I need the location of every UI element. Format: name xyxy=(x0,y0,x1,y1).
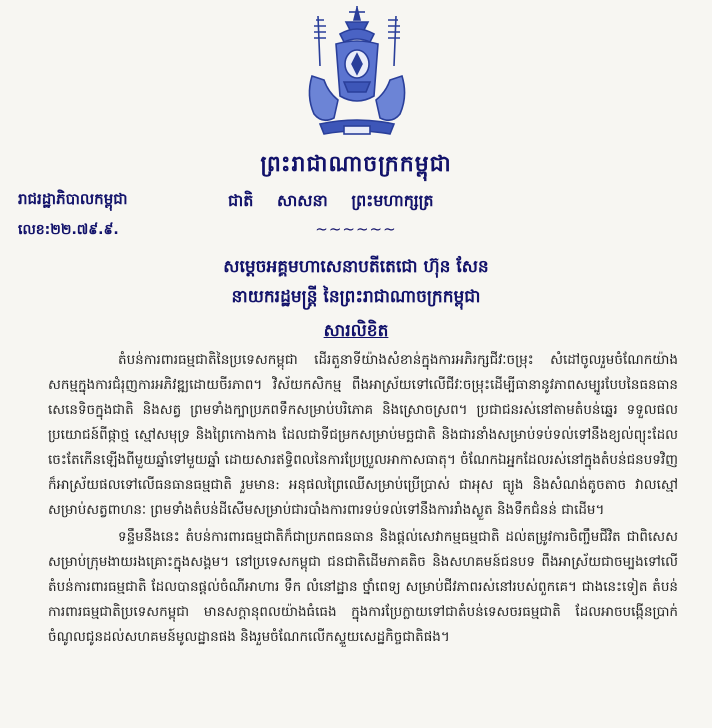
royal-coat-of-arms-icon xyxy=(300,6,414,142)
letter-body xyxy=(48,348,678,650)
kingdom-title: ព្រះរាជាណាចក្រកម្ពុជា xyxy=(260,151,452,177)
ornamental-divider: ~~~~~~ xyxy=(315,220,397,238)
national-motto: ជាតិ សាសនា ព្រះមហាក្សត្រ xyxy=(228,191,434,210)
sender-name: សម្តេចអគ្គមហាសេនាបតីតេជោ ហ៊ុន សែន xyxy=(223,257,489,277)
body-paragraph: ទន្ទឹមនឹងនេះ តំបន់ការពារធម្មជាតិក៏ជាប្រភពធនធាន និងផ្តល់សេវាកម្មធម្មជាតិ ដល់តម្រូវការចិញ្ចឹមជីវិត ជាពិសេសសម្រាប់ក្រុមងាយរងគ្រោះក្នុងសង្គម។ នៅប្រទេសកម្ពុជា ជនជាតិដើមភាគតិច និងសហគមន៍ជនបទ ពឹងអាស្រ័យជាចម្បងទៅលើតំបន់ការពារធម្មជាតិ ដែលបានផ្តល់ចំណីអាហារ ទឹក លំនៅដ្ឋាន ថ្នាំពេទ្យ សម្រាប់ជីវភាពរស់នៅរបស់ពួកគេ។ ជាងនេះទៀត តំបន់ការពារធម្មជាតិប្រទេសកម្ពុជា មានសក្តានុពលយ៉ាងធំធេង ក្នុងការប្រែក្លាយទៅជាតំបន់ទេសចរធម្មជាតិ ដែលអាចបង្កើនប្រាក់ចំណូលជូនដល់សហគមន៍មូលដ្ឋានផង និងរួមចំណែកលើកស្ទួយសេដ្ឋកិច្ចជាតិផង។ xyxy=(48,529,678,645)
sender-title: នាយករដ្ឋមន្ត្រី នៃព្រះរាជាណាចក្រកម្ពុជា xyxy=(231,287,481,307)
document-type-heading: សារលិខិត xyxy=(323,321,389,341)
body-paragraph: តំបន់ការពារធម្មជាតិនៃប្រទេសកម្ពុជា ដើរតួនាទីយ៉ាងសំខាន់ក្នុងការអភិរក្សជីវៈចម្រុះ សំដៅចូលរួមចំណែកយ៉ាងសកម្មក្នុងការជំរុញការអភិវឌ្ឍដោយចីរភាព។ វិស័យកសិកម្ម ពឹងអាស្រ័យទៅលើជីវៈចម្រុះដើម្បីធានានូវភាពសម្បូរបែបនៃធនធានសេនេទិចក្នុងជាតិ និងសត្វ ព្រមទាំងក្បាប្រភពទឹកសម្រាប់បរិភោគ និងស្រោចស្រព។ ប្រជាជនរស់នៅតាមតំបន់ឆ្នេរ ទទួលផលប្រយោជន៍ពីផ្កាថ្ម ស្មៅសមុទ្រ និងព្រៃកោងកាង ដែលជាទីជម្រកសម្រាប់មច្ឆជាតិ និងជារនាំងសម្រាប់ទប់ទល់ទៅនឹងខ្យល់ព្យុះដែលចេះតែកើនឡើងពីមួយឆ្នាំទៅមួយឆ្នាំ ដោយសារឥទ្ធិពលនៃការប្រែប្រួលអាកាសធាតុ។ ចំណែកឯអ្នកដែលរស់នៅក្នុងតំបន់ជនបទវិញ ក៏អាស្រ័យផលទៅលើធនធានធម្មជាតិ រួមមាន: អនុផលព្រៃឈើសម្រាប់ប្រើប្រាស់ ជាអុស ធ្យូង និងសំណង់តូចតាច វាលស្មៅសម្រាប់សត្វពាហនៈ ព្រមទាំងតំបន់ដីសើមសម្រាប់ជារបាំងការពារទប់ទល់ទៅនឹងការរាំងស្ងួត និងទឹកជំនន់ ជាដើម។ xyxy=(48,352,678,518)
government-name: រាជរដ្ឋាភិបាលកម្ពុជា xyxy=(18,190,128,208)
reference-number: លេខ:២២.៧៩.៩. xyxy=(18,222,119,238)
